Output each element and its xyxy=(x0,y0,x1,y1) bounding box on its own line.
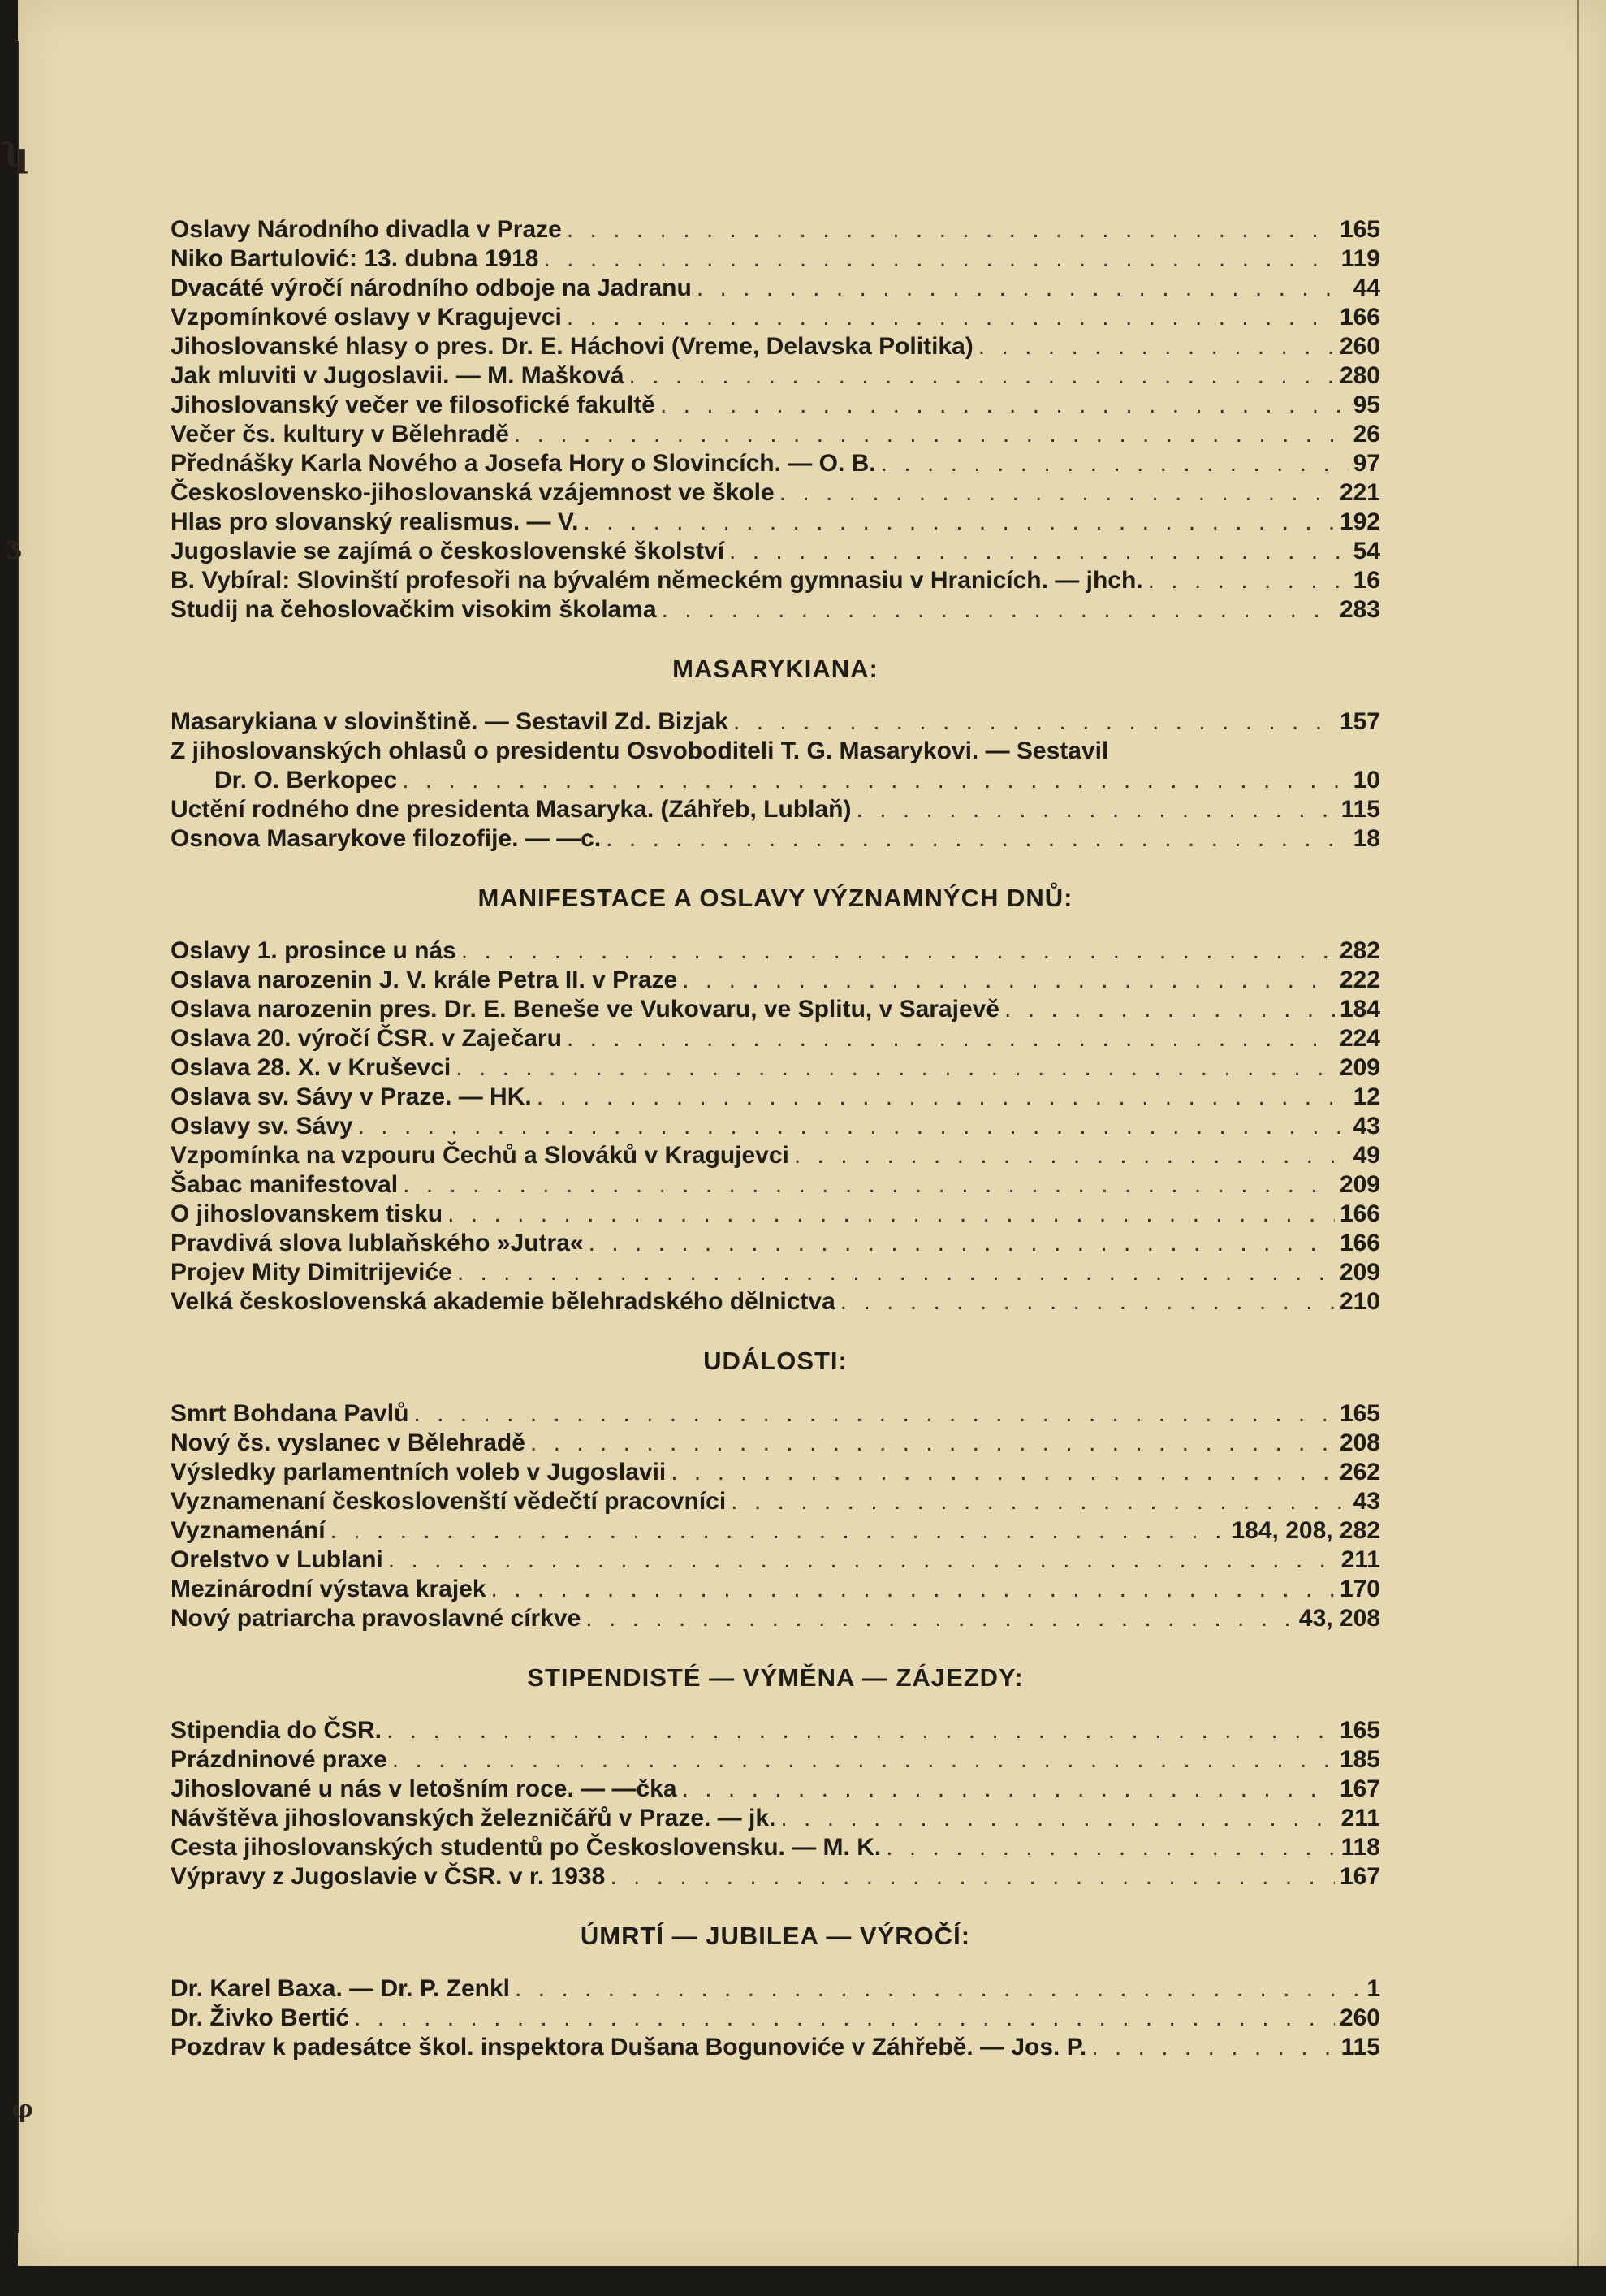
dot-leader xyxy=(457,1258,1335,1287)
dot-leader xyxy=(697,274,1349,303)
entry-title: Hlas pro slovanský realismus. — V. xyxy=(171,508,579,535)
toc-entry xyxy=(171,1546,1380,1575)
entry-title: Jugoslavie se zajímá o československé školství xyxy=(171,538,725,564)
entry-title: Vyznamenání xyxy=(171,1517,326,1544)
dot-leader xyxy=(413,1399,1335,1429)
page-number: 95 xyxy=(1353,391,1380,418)
toc-entry xyxy=(171,966,1380,995)
page-number: 184 xyxy=(1339,996,1380,1023)
dot-leader xyxy=(610,1862,1335,1892)
page-number: 157 xyxy=(1339,708,1380,735)
toc-entry xyxy=(171,1487,1380,1516)
section-heading: MASARYKIANA: xyxy=(672,655,879,683)
page-right-edge xyxy=(1577,0,1579,2266)
page-number: 282 xyxy=(1339,937,1380,964)
dot-leader xyxy=(461,936,1335,966)
toc-entry xyxy=(171,1974,1380,2004)
entry-title: Jak mluviti v Jugoslavii. — M. Mašková xyxy=(171,362,624,389)
entry-title: Jihoslované u nás v letošním roce. — —čka xyxy=(171,1775,677,1802)
dot-leader xyxy=(567,1024,1335,1053)
toc-entry xyxy=(171,1745,1380,1775)
entry-title: Dr. Karel Baxa. — Dr. P. Zenkl xyxy=(171,1975,510,2002)
page-number: 210 xyxy=(1339,1288,1380,1315)
entry-title: Vzpomínkové oslavy v Kragujevci xyxy=(171,304,562,331)
page-number: 209 xyxy=(1339,1054,1380,1081)
toc-entry xyxy=(171,2004,1380,2033)
entry-title: Niko Bartulović: 13. dubna 1918 xyxy=(171,245,539,272)
entry-title: Československo-jihoslovanská vzájemnost ve škole xyxy=(171,479,775,506)
dot-leader xyxy=(794,1141,1349,1170)
entry-title: Orelstvo v Lublani xyxy=(171,1546,383,1573)
page-number: 26 xyxy=(1353,421,1380,448)
toc-entry-continuation xyxy=(171,766,1380,795)
entry-title: Dr. Živko Bertić xyxy=(171,2004,350,2031)
margin-mark-top: ʮ xyxy=(5,136,25,175)
toc-entry xyxy=(171,1287,1380,1317)
toc-entry xyxy=(171,707,1380,737)
page-number: 43, 208 xyxy=(1298,1605,1380,1632)
dot-leader xyxy=(455,1053,1335,1083)
toc-entry xyxy=(171,1141,1380,1170)
section-heading: UDÁLOSTI: xyxy=(703,1347,848,1375)
toc-entry xyxy=(171,449,1380,478)
toc-entry xyxy=(171,332,1380,361)
dot-leader xyxy=(567,215,1335,244)
entry-title: B. Vybíral: Slovinští profesoři na bývalém německém gymnasiu v Hranicích. — jhch. xyxy=(171,567,1143,594)
page-number: 208 xyxy=(1339,1429,1380,1456)
dot-leader xyxy=(358,1112,1349,1141)
page-number: 115 xyxy=(1340,796,1380,823)
dot-leader xyxy=(606,824,1348,854)
toc-entry xyxy=(171,1516,1380,1546)
toc-entry xyxy=(171,1258,1380,1287)
toc-entry xyxy=(171,1604,1380,1633)
page-number: 280 xyxy=(1339,362,1380,389)
dot-leader xyxy=(1004,995,1335,1024)
page-number: 118 xyxy=(1340,1834,1380,1861)
toc-entry xyxy=(171,274,1380,303)
page-number: 170 xyxy=(1339,1576,1380,1602)
dot-leader xyxy=(780,1804,1336,1833)
page-number: 166 xyxy=(1339,1200,1380,1227)
toc-entry xyxy=(171,361,1380,391)
dot-leader xyxy=(567,303,1335,332)
toc-entry xyxy=(171,1775,1380,1804)
dot-leader xyxy=(629,361,1335,391)
entry-title: Pozdrav k padesátce škol. inspektora Dušana Bogunoviće v Záhřebě. — Jos. P. xyxy=(171,2034,1087,2060)
dot-leader xyxy=(660,391,1349,420)
toc-entry xyxy=(171,795,1380,824)
page-number: 18 xyxy=(1353,825,1380,852)
page-number: 43 xyxy=(1353,1113,1380,1139)
toc-entry xyxy=(171,420,1380,449)
toc-entry xyxy=(171,1429,1380,1458)
entry-title: Z jihoslovanských ohlasů o presidentu Osvoboditeli T. G. Masarykovi. — Sestavil xyxy=(171,737,1109,764)
page-number: 260 xyxy=(1339,2004,1380,2031)
toc-entry xyxy=(171,478,1380,508)
toc-entry xyxy=(171,936,1380,966)
entry-title: Vzpomínka na vzpouru Čechů a Slováků v Kragujevci xyxy=(171,1142,789,1169)
toc-entry xyxy=(171,391,1380,420)
toc-entry xyxy=(171,824,1380,854)
page-number: 49 xyxy=(1353,1142,1380,1169)
page-number: 283 xyxy=(1339,596,1380,623)
page-number: 166 xyxy=(1339,1230,1380,1256)
toc-entry xyxy=(171,537,1380,566)
entry-title: Masarykiana v slovinštině. — Sestavil Zd. Bizjak xyxy=(171,708,728,735)
entry-title: Návštěva jihoslovanských železničářů v Praze. — jk. xyxy=(171,1805,776,1831)
dot-leader xyxy=(1148,566,1349,595)
page-number: 185 xyxy=(1339,1746,1380,1773)
dot-leader xyxy=(886,1833,1336,1862)
toc-entry xyxy=(171,303,1380,332)
toc-entry xyxy=(171,1399,1380,1429)
toc-entry xyxy=(171,2033,1380,2062)
entry-title: Šabac manifestoval xyxy=(171,1171,399,1198)
dot-leader xyxy=(491,1575,1335,1604)
page-number: 165 xyxy=(1339,1717,1380,1744)
entry-title: Vyznamenaní českoslovenští vědečtí pracovníci xyxy=(171,1488,727,1515)
page-number: 209 xyxy=(1339,1171,1380,1198)
entry-title: Studij na čehoslovačkim visokim školama xyxy=(171,596,657,623)
page-number: 221 xyxy=(1339,479,1380,506)
page-number: 211 xyxy=(1340,1805,1380,1831)
dot-leader xyxy=(403,1170,1335,1200)
entry-title: Velká československá akademie bělehradského dělnictva xyxy=(171,1288,835,1315)
entry-title: Prázdninové praxe xyxy=(171,1746,387,1773)
toc-entry xyxy=(171,566,1380,595)
entry-title: Oslavy sv. Sávy xyxy=(171,1113,353,1139)
entry-title: Večer čs. kultury v Bělehradě xyxy=(171,421,509,448)
toc-entry xyxy=(171,1112,1380,1141)
page-number: 97 xyxy=(1353,450,1380,477)
dot-leader xyxy=(779,478,1335,508)
page-number: 119 xyxy=(1340,245,1380,272)
toc-entry xyxy=(171,1024,1380,1053)
toc-entry xyxy=(171,244,1380,274)
dot-leader xyxy=(388,1546,1336,1575)
table-of-contents xyxy=(171,215,1380,2062)
page-number: 184, 208, 282 xyxy=(1231,1517,1380,1544)
dot-leader xyxy=(447,1200,1335,1229)
page-number: 209 xyxy=(1339,1259,1380,1286)
entry-title: Cesta jihoslovanských studentů po Československu. — M. K. xyxy=(171,1834,882,1861)
dot-leader xyxy=(733,707,1335,737)
toc-entry xyxy=(171,1716,1380,1745)
entry-title: Oslava narozenin J. V. krále Petra II. v Praze xyxy=(171,966,678,993)
dot-leader xyxy=(662,595,1335,625)
margin-mark-bottom: φ xyxy=(11,2095,34,2124)
toc-entry xyxy=(171,995,1380,1024)
toc-entry xyxy=(171,1229,1380,1258)
entry-title: Výsledky parlamentních voleb v Jugoslavii xyxy=(171,1459,667,1485)
dot-leader xyxy=(585,1604,1294,1633)
dot-leader xyxy=(583,508,1334,537)
dot-leader xyxy=(537,1083,1349,1112)
entry-title: Smrt Bohdana Pavlů xyxy=(171,1400,409,1427)
toc-entry xyxy=(171,595,1380,625)
dot-leader xyxy=(840,1287,1335,1317)
entry-title: Uctění rodného dne presidenta Masaryka. (Záhřeb, Lublaň) xyxy=(171,796,852,823)
page-number: 54 xyxy=(1353,538,1380,564)
entry-title: Oslavy Národního divadla v Praze xyxy=(171,216,562,243)
toc-entry xyxy=(171,1083,1380,1112)
page-number: 165 xyxy=(1339,1400,1380,1427)
entry-title: O jihoslovanskem tisku xyxy=(171,1200,443,1227)
page-number: 10 xyxy=(1353,767,1380,793)
dot-leader xyxy=(514,420,1349,449)
toc-entry xyxy=(171,1458,1380,1487)
dot-leader xyxy=(515,1974,1362,2004)
entry-title: Nový čs. vyslanec v Bělehradě xyxy=(171,1429,525,1456)
page-number: 262 xyxy=(1339,1459,1380,1485)
entry-title: Oslava sv. Sávy v Praze. — HK. xyxy=(171,1083,532,1110)
entry-title: Oslava 28. X. v Kruševci xyxy=(171,1054,451,1081)
toc-entry xyxy=(171,1053,1380,1083)
dot-leader xyxy=(589,1229,1335,1258)
page-number: 115 xyxy=(1340,2034,1380,2060)
entry-title: Oslava narozenin pres. Dr. E. Beneše ve Vukovaru, ve Splitu, v Sarajevě xyxy=(171,996,1000,1023)
page-number: 165 xyxy=(1339,216,1380,243)
entry-title: Výpravy z Jugoslavie v ČSR. v r. 1938 xyxy=(171,1863,606,1890)
dot-leader xyxy=(1091,2033,1336,2062)
page-number: 224 xyxy=(1339,1025,1380,1052)
entry-title: Přednášky Karla Nového a Josefa Hory o Slovincích. — O. B. xyxy=(171,450,876,477)
dot-leader xyxy=(857,795,1336,824)
entry-title: Dvacáté výročí národního odboje na Jadranu xyxy=(171,275,692,301)
margin-mark-middle: ʒ xyxy=(6,532,21,560)
entry-title: Oslavy 1. prosince u nás xyxy=(171,937,456,964)
page-number: 260 xyxy=(1339,333,1380,360)
page-left-edge xyxy=(18,41,19,2233)
dot-leader xyxy=(729,537,1349,566)
dot-leader xyxy=(386,1716,1335,1745)
toc-entry xyxy=(171,1170,1380,1200)
page-number: 211 xyxy=(1340,1546,1380,1573)
dot-leader xyxy=(682,1775,1335,1804)
dot-leader xyxy=(354,2004,1335,2033)
page-number: 166 xyxy=(1339,304,1380,331)
page-number: 167 xyxy=(1339,1775,1380,1802)
entry-title: Projev Mity Dimitrijeviće xyxy=(171,1259,452,1286)
dot-leader xyxy=(731,1487,1348,1516)
entry-title: Nový patriarcha pravoslavné církve xyxy=(171,1605,581,1632)
toc-entry xyxy=(171,1575,1380,1604)
dot-leader xyxy=(543,244,1336,274)
toc-entry xyxy=(171,737,1380,766)
section-heading: ÚMRTÍ — JUBILEA — VÝROČÍ: xyxy=(580,1922,971,1950)
page-number: 192 xyxy=(1339,508,1380,535)
entry-title: Jihoslovanské hlasy o pres. Dr. E. Háchovi (Vreme, Delavska Politika) xyxy=(171,333,974,360)
entry-title: Pravdivá slova lublaňského »Jutra« xyxy=(171,1230,584,1256)
dot-leader xyxy=(402,766,1349,795)
section-heading: MANIFESTACE A OSLAVY VÝZNAMNÝCH DNŮ: xyxy=(477,884,1073,912)
page-number: 222 xyxy=(1339,966,1380,993)
entry-title: Oslava 20. výročí ČSR. v Zaječaru xyxy=(171,1025,562,1052)
toc-entry xyxy=(171,508,1380,537)
page-number: 12 xyxy=(1353,1083,1380,1110)
page-number: 43 xyxy=(1353,1488,1380,1515)
page-number: 44 xyxy=(1353,275,1380,301)
entry-title: Mezinárodní výstava krajek xyxy=(171,1576,486,1602)
page-number: 16 xyxy=(1353,567,1380,594)
dot-leader xyxy=(330,1516,1227,1546)
dot-leader xyxy=(530,1429,1335,1458)
dot-leader xyxy=(392,1745,1335,1775)
entry-title: Stipendia do ČSR. xyxy=(171,1717,382,1744)
toc-entry xyxy=(171,215,1380,244)
dot-leader xyxy=(978,332,1335,361)
toc-entry xyxy=(171,1200,1380,1229)
page-number: 1 xyxy=(1366,1975,1380,2002)
entry-title: Jihoslovanský večer ve filosofické fakultě xyxy=(171,391,655,418)
dot-leader xyxy=(682,966,1335,995)
entry-title: Osnova Masarykove filozofije. — —c. xyxy=(171,825,602,852)
dot-leader xyxy=(881,449,1349,478)
toc-entry xyxy=(171,1804,1380,1833)
toc-entry xyxy=(171,1862,1380,1892)
entry-title-continuation: Dr. O. Berkopec xyxy=(214,767,398,793)
section-heading: STIPENDISTÉ — VÝMĚNA — ZÁJEZDY: xyxy=(527,1663,1024,1692)
dot-leader xyxy=(671,1458,1335,1487)
page-number: 167 xyxy=(1339,1863,1380,1890)
toc-entry xyxy=(171,1833,1380,1862)
